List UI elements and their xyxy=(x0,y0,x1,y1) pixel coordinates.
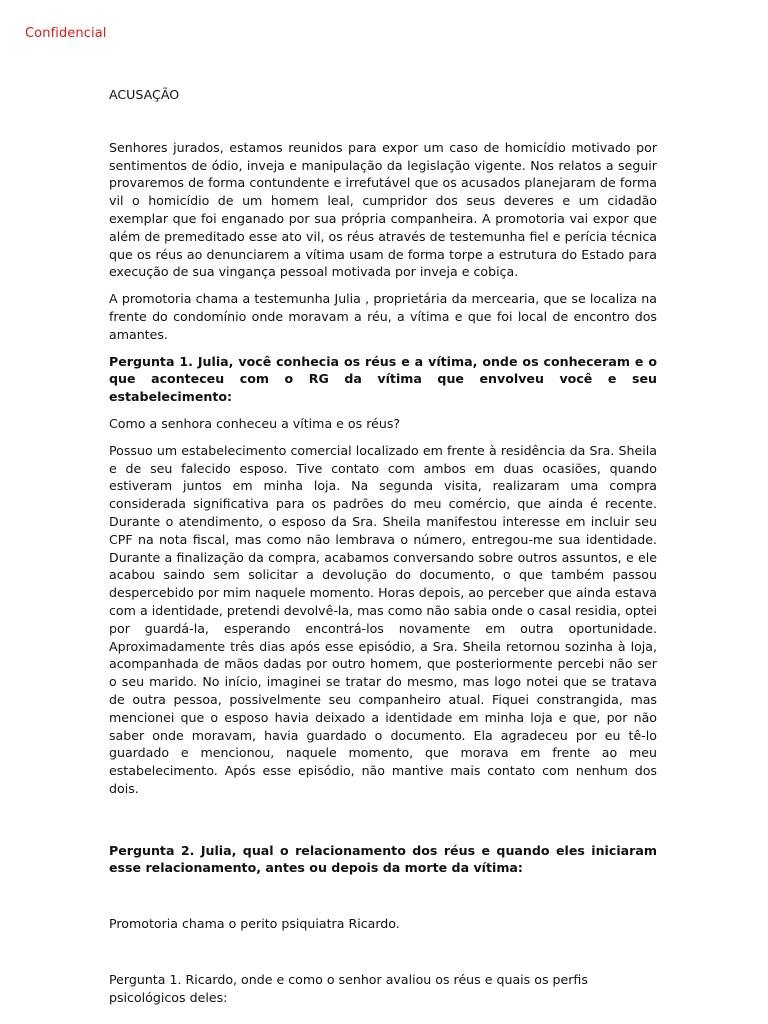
intro-paragraph: Senhores jurados, estamos reunidos para expor um caso de homicídio motivado por sentimentos de ódio, inveja e manipulação da legislação vigente. Nos relatos a seguir provaremos de forma contundente e irrefutável que os acusados planejaram de forma vil o homicídio de um homem leal, cumpridor dos seus deveres e um cidadão exemplar que foi enganado por sua própria companheira. A promotoria vai expor que além de premeditado esse ato vil, os réus através de testemunha fiel e perícia técnica que os réus ao denunciarem a vítima usam de forma torpe a estrutura do Estado para execução de sua vingança pessoal motivada por inveja e cobiça. xyxy=(109,139,657,280)
document-body xyxy=(109,86,657,1007)
question-1: Pergunta 1. Julia, você conhecia os réus e a vítima, onde os conheceram e o que aconteceu com o RG da vítima que envolveu você e seu estabelecimento: xyxy=(109,353,657,405)
question-2: Pergunta 2. Julia, qual o relacionamento dos réus e quando eles iniciaram esse relacionamento, antes ou depois da morte da vítima: xyxy=(109,842,657,876)
expert-question-1: Pergunta 1. Ricardo, onde e como o senhor avaliou os réus e quais os perfis psicológicos deles: xyxy=(109,972,588,1005)
confidential-label: Confidencial xyxy=(25,26,107,41)
witness-call-paragraph: A promotoria chama a testemunha Julia , proprietária da mercearia, que se localiza na frente do condomínio onde moravam a réu, a vítima e que foi local de encontro dos amantes. xyxy=(109,291,657,342)
expert-call-paragraph: Promotoria chama o perito psiquiatra Ricardo. xyxy=(109,916,400,932)
document-title: ACUSAÇÃO xyxy=(109,87,180,102)
sub-question: Como a senhora conheceu a vítima e os réus? xyxy=(109,415,401,431)
answer-1: Possuo um estabelecimento comercial localizado em frente à residência da Sra. Sheila e de seu falecido esposo. Tive contato com ambos em duas ocasiões, quando estiveram juntos em minha loja. Na segunda visita, realizaram uma compra considerada significativa para os padrões do meu comércio, que ainda é recente. Durante o atendimento, o esposo da Sra. Sheila manifestou interesse em incluir seu CPF na nota fiscal, mas como não lembrava o número, entregou-me sua identidade. Durante a finalização da compra, acabamos conversando sobre outros assuntos, e ele acabou saindo sem solicitar a devolução do documento, o que também passou despercebido por mim naquele momento. Horas depois, ao perceber que ainda estava com a identidade, pretendi devolvê-la, mas como não sabia onde o casal residia, optei por guardá-la, esperando encontrá-los novamente em outra oportunidade. Aproximadamente três dias após esse episódio, a Sra. Sheila retornou sozinha à loja, acompanhada de mãos dadas por outro homem, que posteriormente percebi não ser o seu marido. No início, imaginei se tratar do mesmo, mas logo notei que se tratava de outra pessoa, possivelmente seu companheiro atual. Fiquei constrangida, mas mencionei que o esposo havia deixado a identidade em minha loja e que, por não saber onde moravam, havia guardado o documento. Ela agradeceu por eu tê-lo guardado e mencionou, naquele momento, que morava em frente ao meu estabelecimento. Após esse episódio, não mantive mais contato com nenhum dos dois. xyxy=(109,442,657,796)
